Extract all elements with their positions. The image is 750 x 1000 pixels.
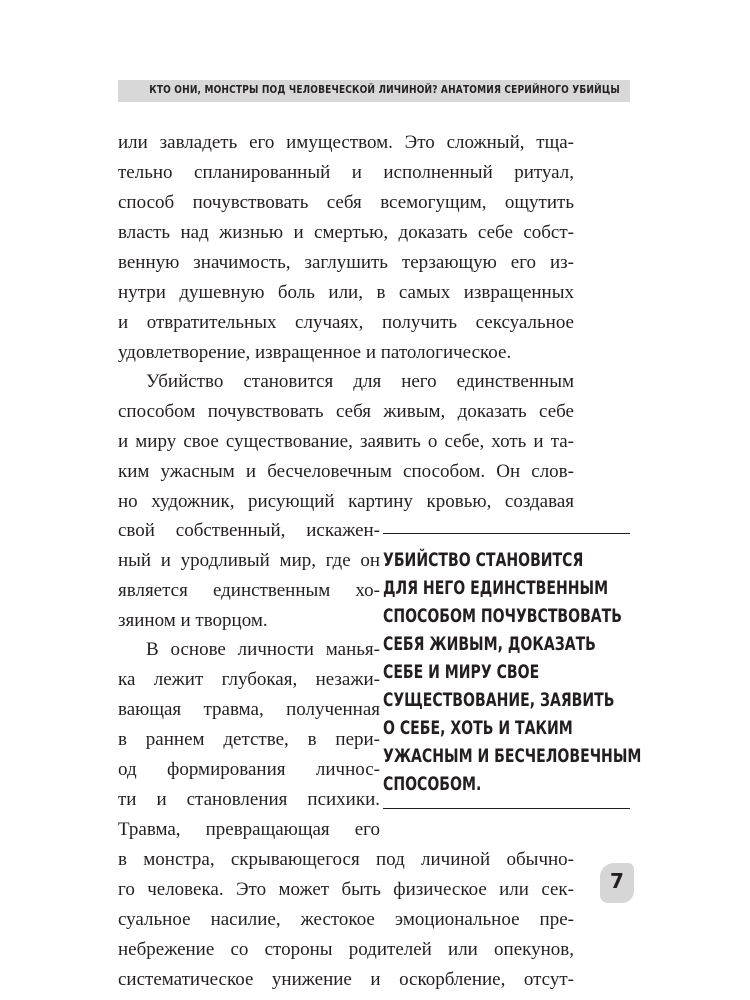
pull-quote-line: УБИЙСТВО СТАНОВИТСЯ xyxy=(383,549,584,571)
body-line: способ почувствовать себя всемогущим, ощутить xyxy=(118,192,574,213)
body-line: од формирования личнос- xyxy=(118,759,380,780)
body-line: В основе личности манья- xyxy=(146,639,380,660)
pull-quote-line: О СЕБЕ, ХОТЬ И ТАКИМ xyxy=(383,717,573,739)
pull-quote-top-rule xyxy=(383,533,630,534)
running-title: КТО ОНИ, МОНСТРЫ ПОД ЧЕЛОВЕЧЕСКОЙ ЛИЧИНОЙ? АНАТОМИЯ СЕРИЙНОГО УБИЙЦЫ xyxy=(149,83,620,96)
page-number: 7 xyxy=(610,869,624,893)
body-line: суальное насилие, жестокое эмоциональное пре- xyxy=(118,909,574,930)
body-line: ти и становления психики. xyxy=(118,789,380,810)
body-line: свой собственный, искажен- xyxy=(118,520,380,541)
page-number-badge xyxy=(600,863,634,903)
body-line: способом почувствовать себя живым, доказать себе xyxy=(118,401,574,422)
running-header xyxy=(118,80,630,102)
body-line: венную значимость, заглушить терзающую его из- xyxy=(118,252,574,273)
body-line: ный и уродливый мир, где он xyxy=(118,550,380,571)
body-line: зяином и творцом. xyxy=(118,610,268,631)
body-line: Травма, превращающая его xyxy=(118,819,380,840)
body-line: нутри душевную боль или, в самых извращенных xyxy=(118,282,574,303)
body-line: и миру свое существование, заявить о себе, хоть и та- xyxy=(118,431,574,452)
body-line: го человека. Это может быть физическое или сек- xyxy=(118,879,574,900)
body-line: ка лежит глубокая, незажи- xyxy=(118,669,380,690)
pull-quote-line: УЖАСНЫМ И БЕСЧЕЛОВЕЧНЫМ xyxy=(383,745,642,767)
body-line: власть над жизнью и смертью, доказать себе собст- xyxy=(118,222,574,243)
body-line: является единственным хо- xyxy=(118,580,380,601)
pull-quote-line: ДЛЯ НЕГО ЕДИНСТВЕННЫМ xyxy=(383,577,609,599)
pull-quote-line: СПОСОБОМ. xyxy=(383,773,482,795)
body-line: ким ужасным и бесчеловечным способом. Он слов- xyxy=(118,461,574,482)
pull-quote-line: СУЩЕСТВОВАНИЕ, ЗАЯВИТЬ xyxy=(383,689,615,711)
body-line: но художник, рисующий картину кровью, создавая xyxy=(118,491,574,512)
body-line: Убийство становится для него единственным xyxy=(146,371,574,392)
body-line: и отвратительных случаях, получить сексуальное xyxy=(118,312,574,333)
body-line: удовлетворение, извращенное и патологическое. xyxy=(118,342,512,363)
pull-quote-line: СЕБЯ ЖИВЫМ, ДОКАЗАТЬ xyxy=(383,633,596,655)
body-line: вающая травма, полученная xyxy=(118,699,380,720)
pull-quote-line: СЕБЕ И МИРУ СВОЕ xyxy=(383,661,540,683)
body-line: в монстра, скрывающегося под личиной обычно- xyxy=(118,849,574,870)
body-line: тельно спланированный и исполненный ритуал, xyxy=(118,162,574,183)
body-line: в раннем детстве, в пери- xyxy=(118,729,380,750)
body-line: или завладеть его имуществом. Это сложный, тща- xyxy=(118,132,574,153)
body-line: небрежение со стороны родителей или опекунов, xyxy=(118,939,574,960)
pull-quote-bottom-rule xyxy=(383,808,630,809)
pull-quote-line: СПОСОБОМ ПОЧУВСТВОВАТЬ xyxy=(383,605,622,627)
body-line: систематическое унижение и оскорбление, отсут- xyxy=(118,969,574,990)
